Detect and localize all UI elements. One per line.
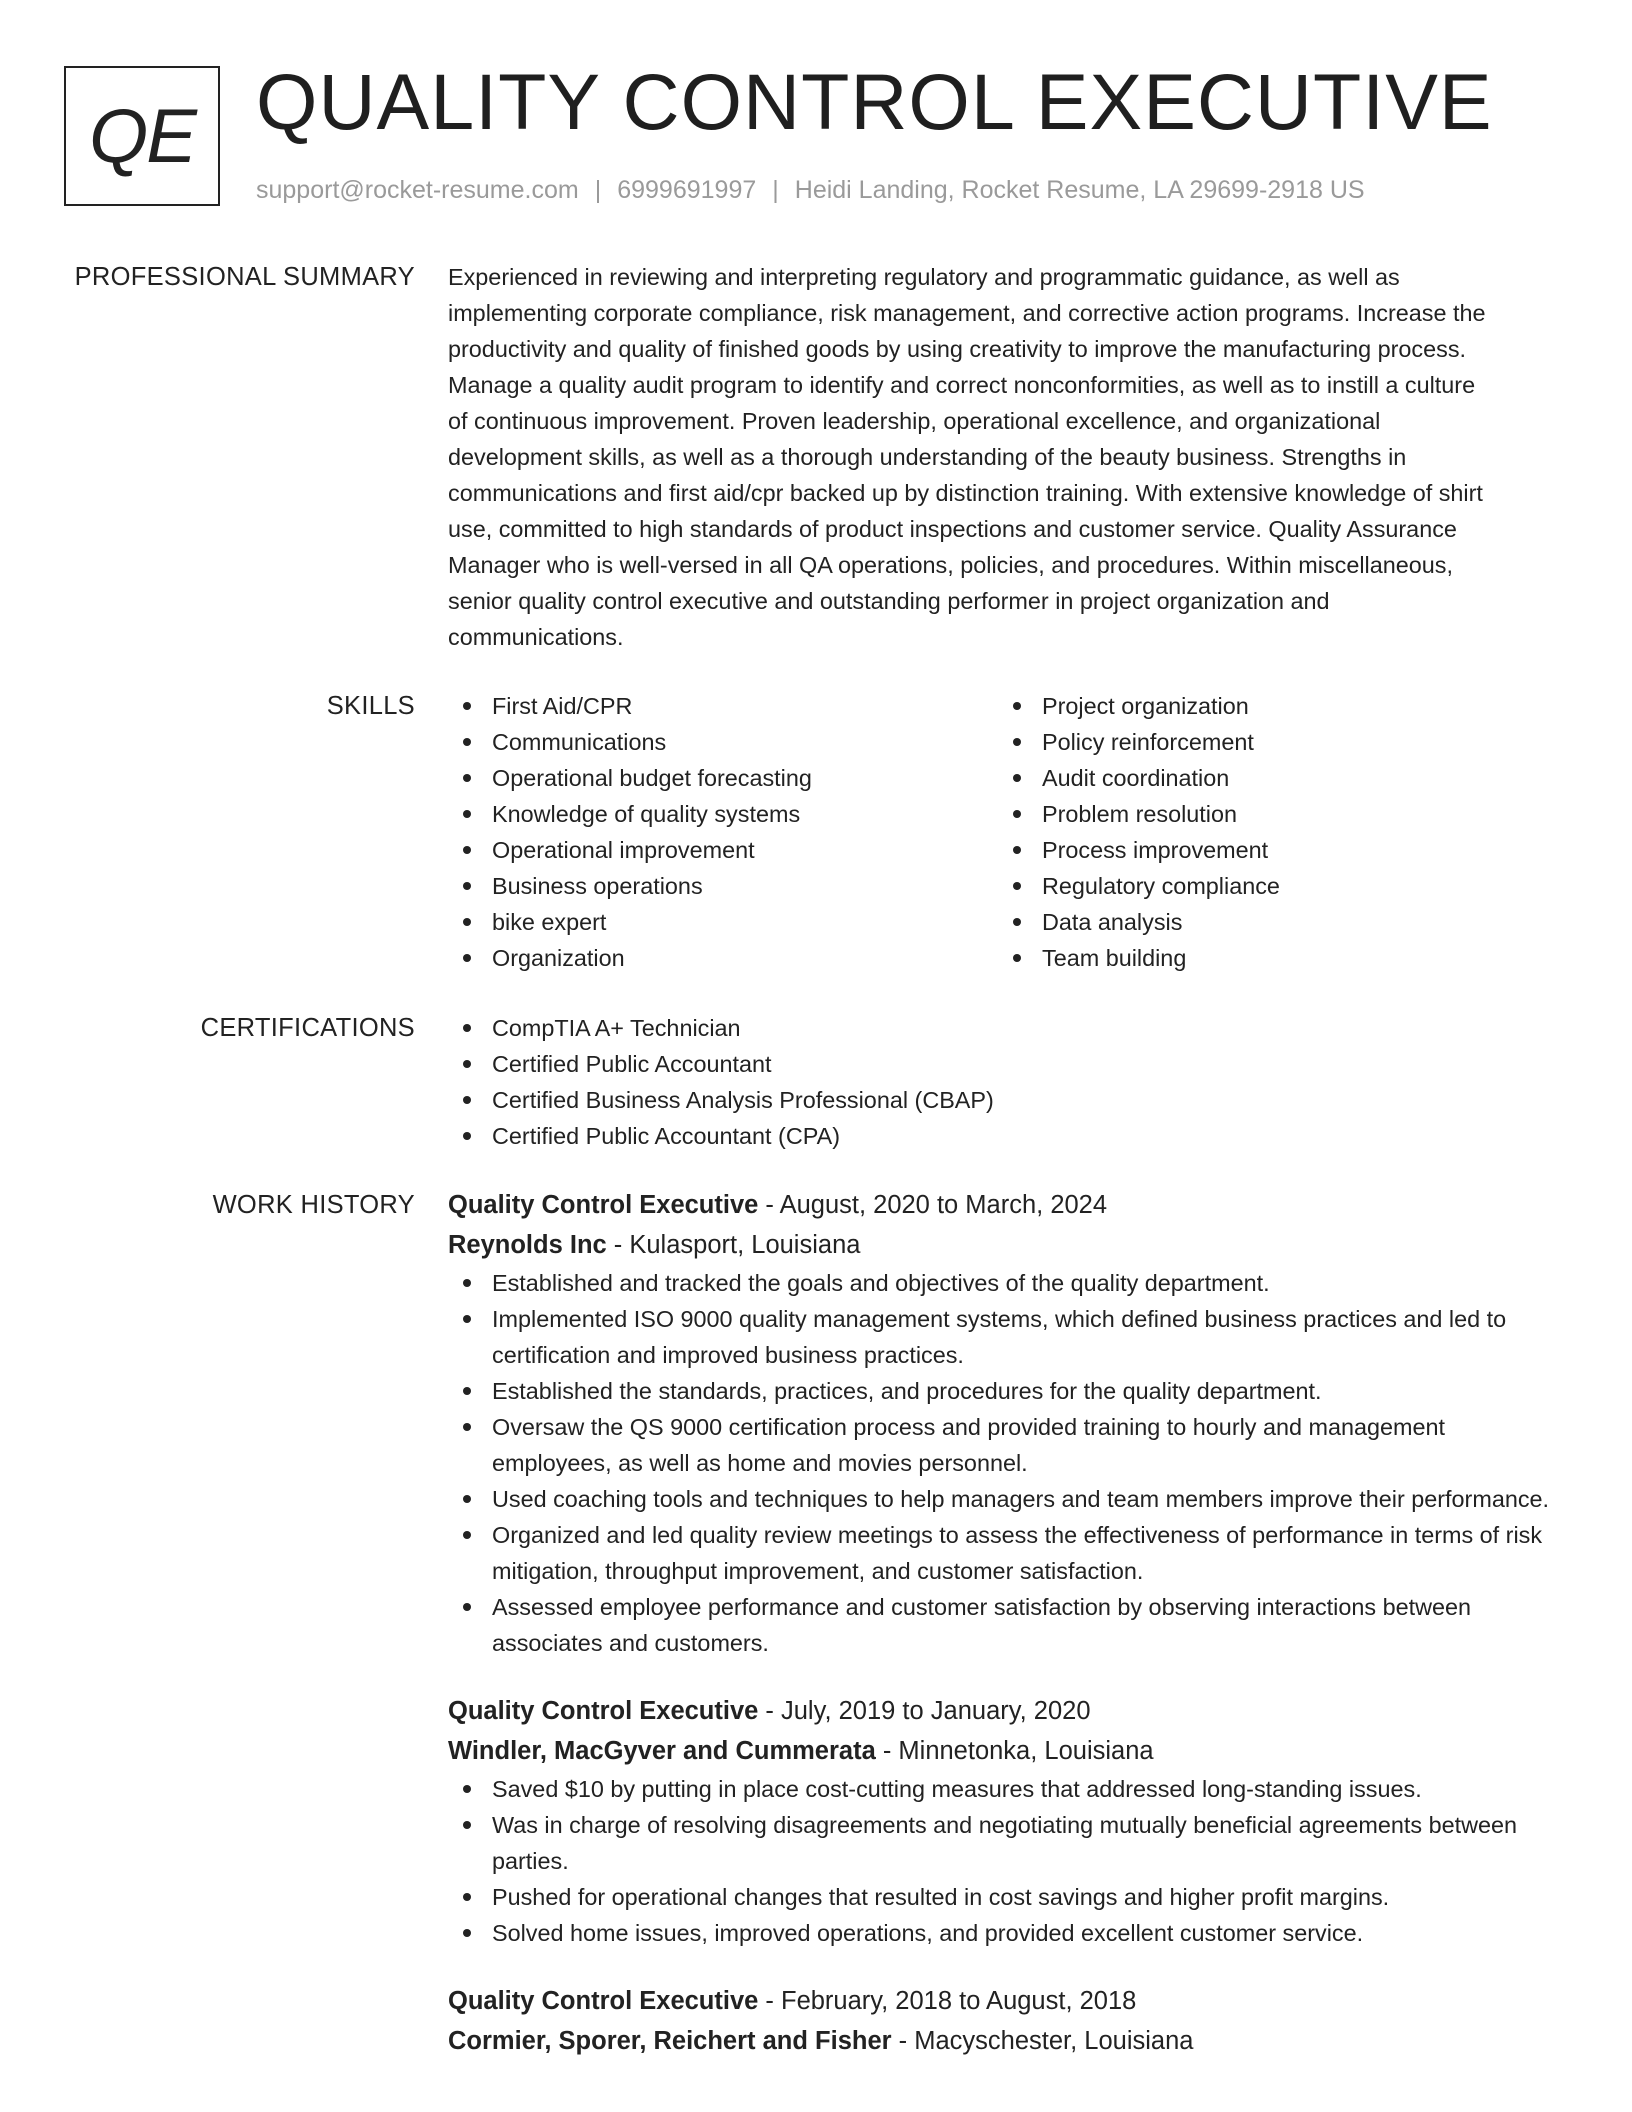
job-title-line [448, 1185, 1566, 1225]
job-bullet: Established and tracked the goals and objectives of the quality department. [448, 1265, 1566, 1301]
job-company-line [448, 1225, 1566, 1265]
summary-label: PROFESSIONAL SUMMARY [74, 263, 415, 291]
job-bullet: Pushed for operational changes that resulted in cost savings and higher profit margins. [448, 1879, 1566, 1915]
job-dates: - August, 2020 to March, 2024 [758, 1191, 1108, 1219]
contact-separator: | [594, 176, 602, 204]
summary-line: Manager who is well-versed in all QA operations, policies, and procedures. Within miscellaneous, [448, 552, 1453, 578]
job-title: Quality Control Executive [448, 1697, 759, 1725]
summary-line: Manage a quality audit program to identify and correct nonconformities, as well as to instill a culture [448, 372, 1476, 398]
monogram-badge [64, 66, 220, 206]
job-bullet: Was in charge of resolving disagreements and negotiating mutually beneficial agreements between parties. [448, 1807, 1566, 1879]
skill-item: Organization [448, 940, 998, 976]
certification-item: CompTIA A+ Technician [448, 1010, 1566, 1046]
skills-column-left [448, 688, 998, 976]
job-bullets [448, 1265, 1566, 1661]
contact-address: Heidi Landing, Rocket Resume, LA 29699-2918 US [794, 176, 1365, 204]
skill-item: First Aid/CPR [448, 688, 998, 724]
skill-item: bike expert [448, 904, 998, 940]
certifications-list [448, 1010, 1566, 1154]
job-company-line [448, 2021, 1566, 2061]
certifications-body [448, 1010, 1566, 1154]
work-history-body [448, 1185, 1566, 2061]
skill-item: Audit coordination [998, 760, 1548, 796]
job-bullet: Established the standards, practices, and procedures for the quality department. [448, 1373, 1566, 1409]
job-entry [448, 1185, 1566, 1661]
skill-item: Operational budget forecasting [448, 760, 998, 796]
summary-line: senior quality control executive and outstanding performer in project organization and [448, 588, 1330, 614]
monogram-text: QE [89, 93, 195, 179]
summary-body [448, 259, 1566, 655]
job-title-line [448, 1981, 1566, 2021]
job-bullet: Oversaw the QS 9000 certification process and provided training to hourly and management employees, as well as home and movies personnel. [448, 1409, 1566, 1481]
contact-line [256, 172, 1365, 208]
skill-item: Data analysis [998, 904, 1548, 940]
job-location: - Macyschester, Louisiana [891, 2027, 1194, 2055]
job-company: Windler, MacGyver and Cummerata [448, 1737, 876, 1765]
job-company: Reynolds Inc [448, 1231, 607, 1259]
summary-line: Experienced in reviewing and interpreting regulatory and programmatic guidance, as well as [448, 264, 1400, 290]
summary-line: of continuous improvement. Proven leadership, operational excellence, and organizational [448, 408, 1381, 434]
skill-item: Business operations [448, 868, 998, 904]
job-location: - Minnetonka, Louisiana [875, 1737, 1154, 1765]
job-location: - Kulasport, Louisiana [606, 1231, 861, 1259]
summary-line: use, committed to high standards of product inspections and customer service. Quality Assurance [448, 516, 1457, 542]
contact-separator: | [772, 176, 779, 204]
job-title: Quality Control Executive [448, 1987, 759, 2015]
skill-item: Communications [448, 724, 998, 760]
certification-item: Certified Public Accountant [448, 1046, 1566, 1082]
job-bullet: Organized and led quality review meetings to assess the effectiveness of performance in terms of risk mitigation, throughput improvement, and customer satisfaction. [448, 1517, 1566, 1589]
skill-item: Regulatory compliance [998, 868, 1548, 904]
work-history-label: WORK HISTORY [212, 1191, 415, 1219]
skill-item: Knowledge of quality systems [448, 796, 998, 832]
job-entry [448, 1691, 1566, 1951]
job-bullet: Saved $10 by putting in place cost-cutting measures that addressed long-standing issues. [448, 1771, 1566, 1807]
summary-line: communications. [448, 624, 624, 650]
job-company-line [448, 1731, 1566, 1771]
skill-item: Team building [998, 940, 1548, 976]
summary-line: implementing corporate compliance, risk management, and corrective action programs. Increase the [448, 300, 1486, 326]
job-title: Quality Control Executive [448, 1191, 759, 1219]
job-title-line [448, 1691, 1566, 1731]
skills-grid [448, 688, 1566, 976]
job-bullet: Implemented ISO 9000 quality management systems, which defined business practices and led to certification and improved business practices. [448, 1301, 1566, 1373]
skill-item: Operational improvement [448, 832, 998, 868]
skills-label: SKILLS [326, 692, 415, 720]
job-entry [448, 1981, 1566, 2061]
job-company: Cormier, Sporer, Reichert and Fisher [448, 2027, 892, 2055]
page-title: QUALITY CONTROL EXECUTIVE [256, 57, 1493, 146]
skill-item: Project organization [998, 688, 1548, 724]
job-bullets [448, 1771, 1566, 1951]
skill-item: Policy reinforcement [998, 724, 1548, 760]
skill-item: Process improvement [998, 832, 1548, 868]
contact-phone[interactable]: 6999691997 [617, 176, 757, 204]
skill-item: Problem resolution [998, 796, 1548, 832]
certifications-label: CERTIFICATIONS [200, 1014, 415, 1042]
certification-item: Certified Business Analysis Professional (CBAP) [448, 1082, 1566, 1118]
job-dates: - July, 2019 to January, 2020 [758, 1697, 1091, 1725]
job-bullet: Solved home issues, improved operations, and provided excellent customer service. [448, 1915, 1566, 1951]
job-bullet: Used coaching tools and techniques to help managers and team members improve their performance. [448, 1481, 1566, 1517]
job-dates: - February, 2018 to August, 2018 [758, 1987, 1137, 2015]
contact-email[interactable]: support@rocket-resume.com [256, 176, 579, 204]
summary-line: communications and first aid/cpr backed up by distinction training. With extensive knowledge of shirt [448, 480, 1483, 506]
summary-line: productivity and quality of finished goods by using creativity to improve the manufacturing process. [448, 336, 1467, 362]
skills-column-right [998, 688, 1548, 976]
job-bullet: Assessed employee performance and customer satisfaction by observing interactions between associates and customers. [448, 1589, 1566, 1661]
certification-item: Certified Public Accountant (CPA) [448, 1118, 1566, 1154]
summary-line: development skills, as well as a thorough understanding of the beauty business. Strengths in [448, 444, 1407, 470]
